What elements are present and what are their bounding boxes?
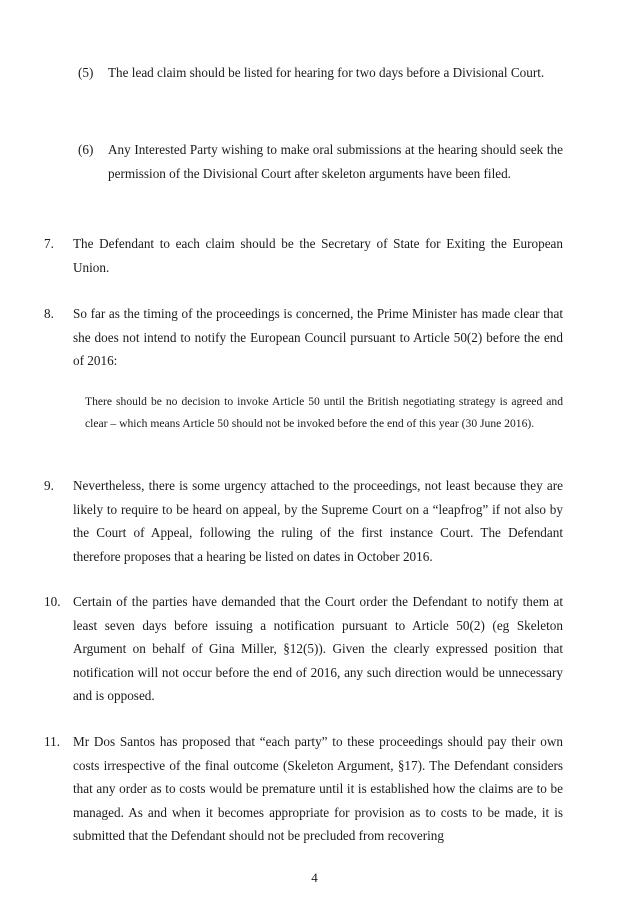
sub-paragraph-5 <box>78 61 563 85</box>
paragraph-text: Mr Dos Santos has proposed that “each party” to these proceedings should pay their own costs irrespective of the final outcome (Skeleton Argument, §17). The Defendant considers that any order as to costs would be premature until it is established how the claims are to be managed. As and when it becomes appropriate for provision as to costs to be made, it is submitted that the Defendant should not be precluded from recovering <box>73 734 563 843</box>
paragraph-7 <box>44 232 563 279</box>
paragraph-8 <box>44 302 563 373</box>
sub-paragraph-number: (5) <box>78 65 94 80</box>
paragraph-9 <box>44 474 563 568</box>
block-quote: There should be no decision to invoke Article 50 until the British negotiating strategy is agreed and clear – which means Article 50 should not be invoked before the end of this year (30 June 2016). <box>85 395 563 430</box>
sub-paragraph-text: Any Interested Party wishing to make oral submissions at the hearing should seek the permission of the Divisional Court after skeleton arguments have been filed. <box>108 142 563 181</box>
paragraph-number: 8. <box>44 306 54 321</box>
paragraph-number: 11. <box>44 734 60 749</box>
sub-paragraph-number: (6) <box>78 142 94 157</box>
page-number: 4 <box>311 870 318 885</box>
paragraph-text: So far as the timing of the proceedings is concerned, the Prime Minister has made clear that she does not intend to notify the European Council pursuant to Article 50(2) before the end of 2016: <box>73 306 563 368</box>
sub-paragraph-6 <box>78 138 563 185</box>
paragraph-number: 7. <box>44 236 54 251</box>
paragraph-number: 10. <box>44 594 61 609</box>
sub-paragraph-text: The lead claim should be listed for hearing for two days before a Divisional Court. <box>108 65 545 80</box>
paragraph-11 <box>44 730 563 848</box>
paragraph-text: The Defendant to each claim should be the Secretary of State for Exiting the European Union. <box>73 236 563 275</box>
paragraph-text: Certain of the parties have demanded that the Court order the Defendant to notify them at least seven days before issuing a notification pursuant to Article 50(2) (eg Skeleton Argument on behalf of Gina Miller, §12(5)). Given the clearly expressed position that notification will not occur before the end of 2016, any such direction would be unnecessary and is opposed. <box>73 594 563 703</box>
paragraph-number: 9. <box>44 478 54 493</box>
paragraph-text: Nevertheless, there is some urgency attached to the proceedings, not least because they are likely to require to be heard on appeal, by the Supreme Court on a “leapfrog” if not also by the Court of Appeal, following the ruling of the first instance Court. The Defendant therefore proposes that a hearing be listed on dates in October 2016. <box>73 478 563 564</box>
paragraph-10 <box>44 590 563 708</box>
